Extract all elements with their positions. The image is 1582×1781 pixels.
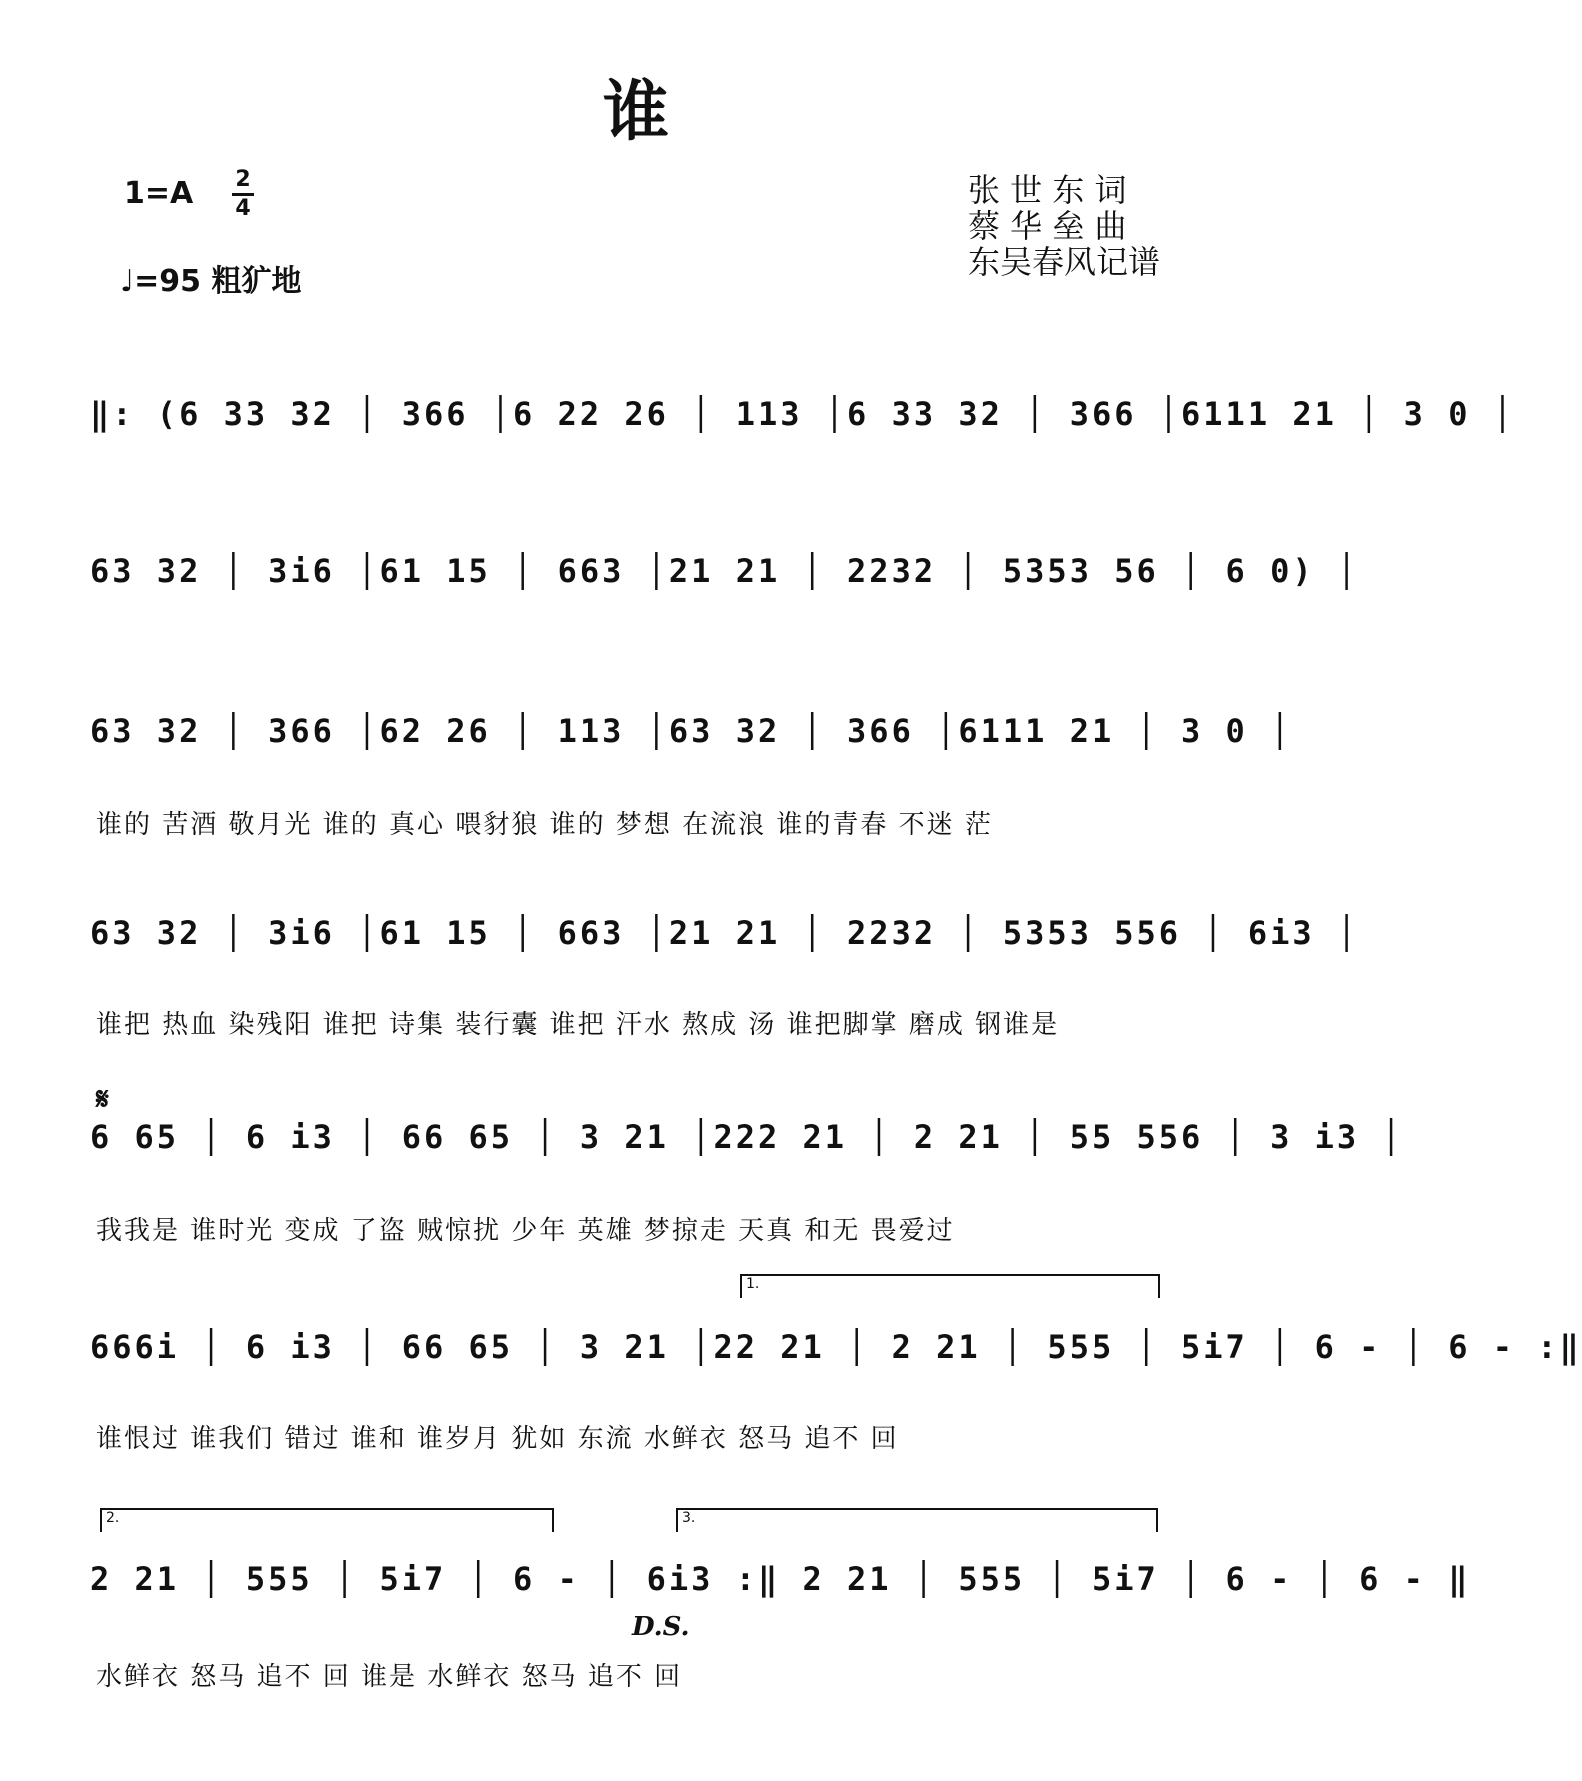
song-title: 谁 xyxy=(603,73,669,150)
volta-2: 2. xyxy=(100,1508,554,1532)
transcriber: 东吴春风记谱 xyxy=(968,243,1161,281)
notation-line-6 xyxy=(90,1328,1582,1378)
volta-1: 1. xyxy=(740,1274,1160,1298)
notation-line-2 xyxy=(90,552,1360,602)
notes: 63 32 │ 3i6 │61 15 │ 663 │21 21 │ 2232 │ 5353 556 │ 6i3 │ xyxy=(90,914,1360,952)
notation-line-7 xyxy=(90,1560,1471,1610)
notes: 63 32 │ 3i6 │61 15 │ 663 │21 21 │ 2232 │ 5353 56 │ 6 0) │ xyxy=(90,552,1360,590)
key-signature: 1=A xyxy=(124,176,194,211)
lyricist: 张 世 东 词 xyxy=(968,171,1127,209)
notes: ‖: (6 33 32 │ 366 │6 22 26 │ 113 │6 33 32 │ 366 │6111 21 │ 3 0 │ xyxy=(90,395,1515,433)
dal-segno: D.S. xyxy=(632,1612,690,1642)
lyric-line-3: 谁的 苦酒 敬月光 谁的 真心 喂豺狼 谁的 梦想 在流浪 谁的青春 不迷 茫 xyxy=(96,810,993,840)
composer: 蔡 华 垒 曲 xyxy=(968,207,1127,245)
notes: 2 21 │ 555 │ 5i7 │ 6 - │ 6i3 :‖ 2 21 │ 555 │ 5i7 │ 6 - │ 6 - ‖ xyxy=(90,1560,1471,1598)
lyric-line-4: 谁把 热血 染残阳 谁把 诗集 装行囊 谁把 汗水 熬成 汤 谁把脚掌 磨成 钢谁是 xyxy=(96,1010,1060,1040)
tempo-marking: ♩=95 粗犷地 xyxy=(120,264,302,299)
volta-3: 3. xyxy=(676,1508,1158,1532)
meter-bottom: 4 xyxy=(235,196,251,221)
notation-line-3 xyxy=(90,712,1293,762)
notation-line-4 xyxy=(90,914,1360,964)
notes: 6 65 │ 6 i3 │ 66 65 │ 3 21 │222 21 │ 2 21 │ 55 556 │ 3 i3 │ xyxy=(90,1118,1404,1156)
meter-top: 2 xyxy=(235,167,251,192)
notes: 666i │ 6 i3 │ 66 65 │ 3 21 │22 21 │ 2 21 │ 555 │ 5i7 │ 6 - │ 6 - :‖ xyxy=(90,1328,1582,1366)
notation-line-1 xyxy=(90,395,1515,445)
time-signature xyxy=(232,168,254,221)
lyric-line-7: 水鲜衣 怒马 追不 回 谁是 水鲜衣 怒马 追不 回 xyxy=(96,1662,683,1692)
credits xyxy=(968,172,1160,280)
lyric-line-5: 我我是 谁时光 变成 了盗 贼惊扰 少年 英雄 梦掠走 天真 和无 畏爱过 xyxy=(96,1216,955,1246)
lyric-line-6: 谁恨过 谁我们 错过 谁和 谁岁月 犹如 东流 水鲜衣 怒马 追不 回 xyxy=(96,1424,899,1454)
notes: 63 32 │ 366 │62 26 │ 113 │63 32 │ 366 │6111 21 │ 3 0 │ xyxy=(90,712,1293,750)
segno-sign: 𝄋 xyxy=(96,1082,109,1117)
notation-line-5 xyxy=(90,1118,1404,1168)
